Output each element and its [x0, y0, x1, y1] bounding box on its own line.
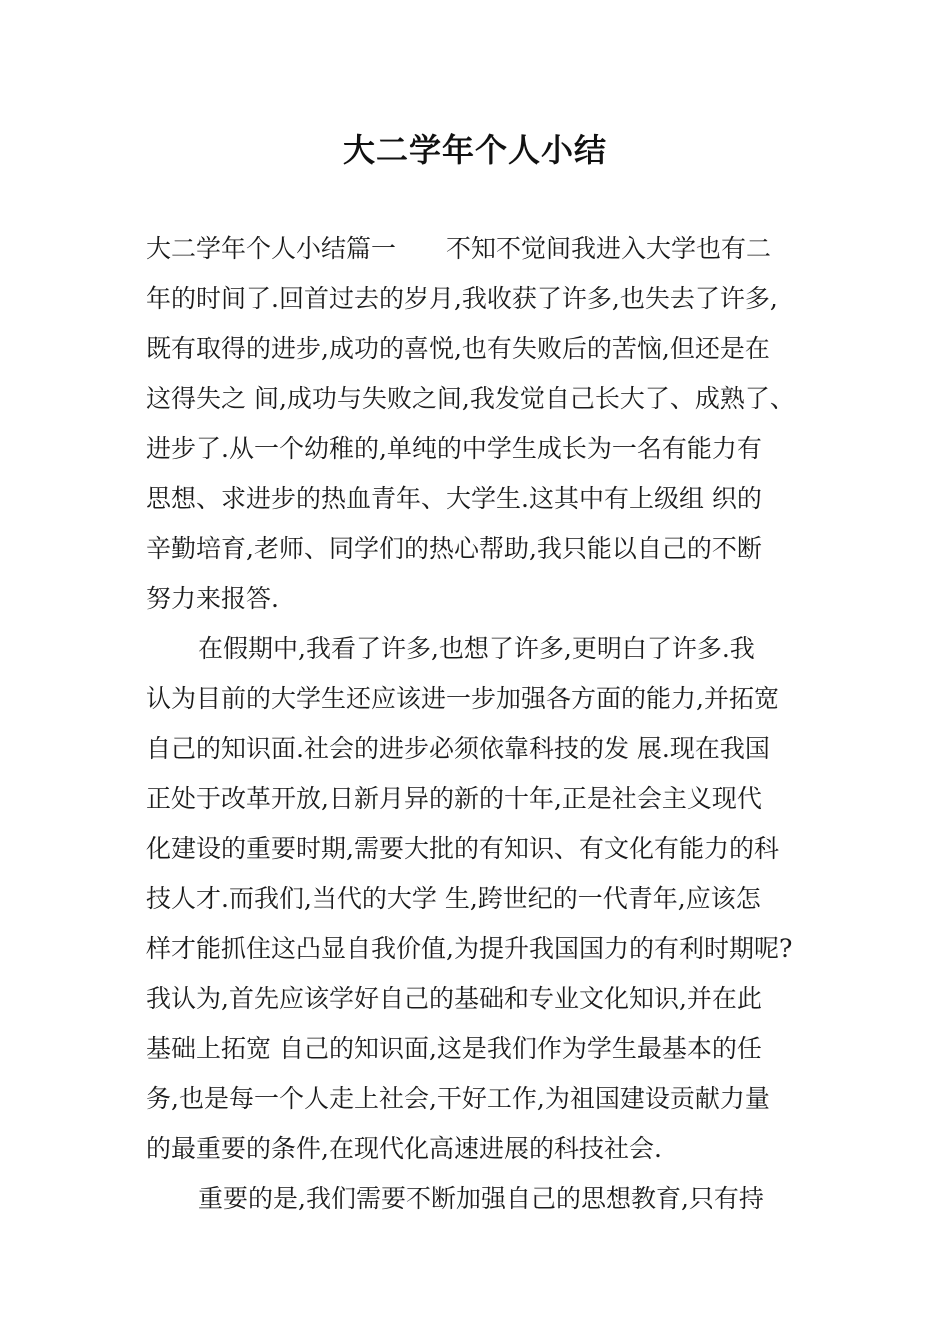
text-line: 这得失之 间,成功与失败之间,我发觉自己长大了、成熟了、: [146, 384, 795, 413]
text-line: 大二学年个人小结篇一 不知不觉间我进入大学也有二: [146, 234, 772, 263]
text-line: 正处于改革开放,日新月异的新的十年,正是社会主义现代: [146, 784, 762, 813]
text-line: 努力来报答.: [146, 584, 279, 613]
text-line: 认为目前的大学生还应该进一步加强各方面的能力,并拓宽: [146, 684, 779, 713]
text-line: 务,也是每一个人走上社会,干好工作,为祖国建设贡献力量: [146, 1084, 770, 1113]
paragraph-start-line: 在假期中,我看了许多,也想了许多,更明白了许多.我: [198, 634, 755, 663]
paragraph-start-line: 重要的是,我们需要不断加强自己的思想教育,只有持: [198, 1184, 764, 1213]
text-line: 的最重要的条件,在现代化高速进展的科技社会.: [146, 1134, 662, 1163]
text-line: 自己的知识面.社会的进步必须依靠科技的发 展.现在我国: [146, 734, 770, 763]
text-line: 思想、求进步的热血青年、大学生.这其中有上级组 织的: [146, 484, 762, 513]
text-line: 我认为,首先应该学好自己的基础和专业文化知识,并在此: [146, 984, 762, 1013]
text-line: 样才能抓住这凸显自我价值,为提升我国国力的有利时期呢?: [146, 934, 793, 963]
document-title: 大二学年个人小结: [342, 131, 607, 169]
text-line: 基础上拓宽 自己的知识面,这是我们作为学生最基本的任: [146, 1034, 762, 1063]
text-line: 既有取得的进步,成功的喜悦,也有失败后的苦恼,但还是在: [146, 334, 770, 363]
text-line: 年的时间了.回首过去的岁月,我收获了许多,也失去了许多,: [146, 284, 778, 313]
text-line: 化建设的重要时期,需要大批的有知识、有文化有能力的科: [146, 834, 779, 863]
document-body: [146, 224, 816, 1224]
text-line: 辛勤培育,老师、同学们的热心帮助,我只能以自己的不断: [146, 534, 762, 563]
text-line: 技人才.而我们,当代的大学 生,跨世纪的一代青年,应该怎: [146, 884, 761, 913]
text-line: 进步了.从一个幼稚的,单纯的中学生成长为一名有能力有: [146, 434, 762, 463]
